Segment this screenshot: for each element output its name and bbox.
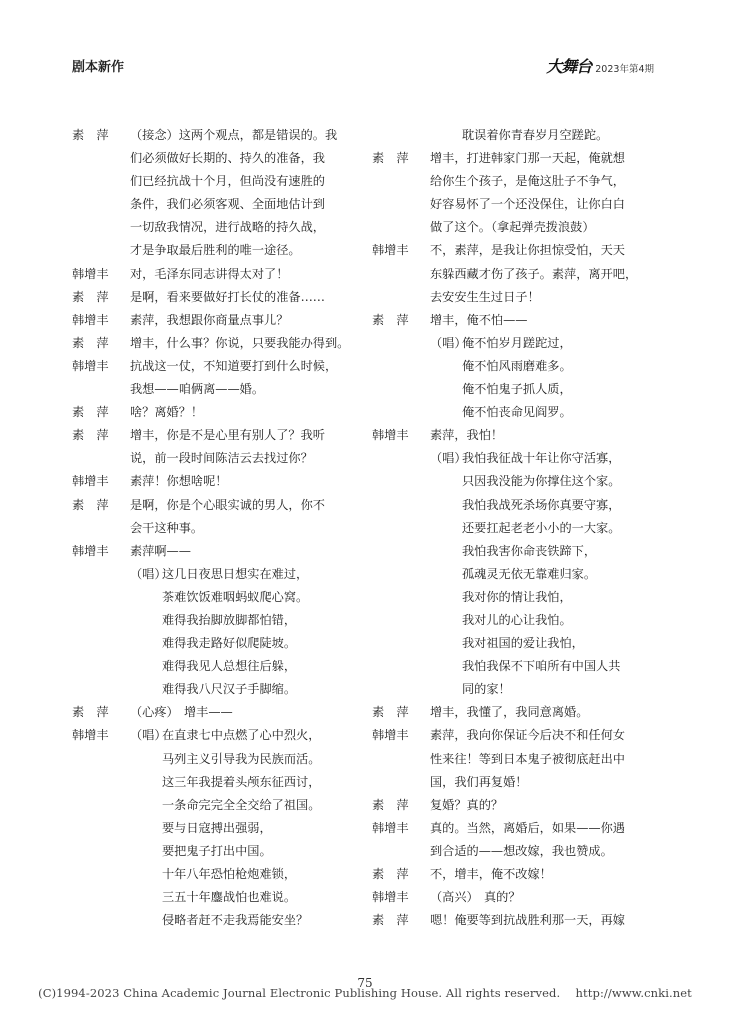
speaker-name: 素 萍 [72, 289, 109, 304]
speaker-name [72, 771, 130, 794]
dialogue-text: 啥？离婚？！ [130, 405, 204, 420]
line-text [130, 239, 364, 262]
speaker-name [372, 840, 430, 863]
line-text [130, 886, 364, 909]
dialogue-text: 只因我没能为你撑住这个家。 [462, 474, 621, 489]
speaker-name [372, 470, 430, 493]
script-line [72, 863, 364, 886]
dialogue-text: 我怕我保不下咱所有中国人共 [462, 659, 621, 674]
speaker-name [372, 678, 430, 701]
line-text [430, 678, 660, 701]
speaker-name [372, 494, 430, 517]
speaker-name: 素 萍 [72, 705, 109, 720]
script-line [72, 609, 364, 632]
script-line [72, 655, 364, 678]
line-text [130, 378, 364, 401]
dialogue-text: 十年八年恐怕枪炮难锁， [162, 867, 297, 881]
script-line [372, 286, 660, 309]
script-line [372, 655, 660, 678]
line-text [430, 447, 660, 470]
script-line [72, 124, 364, 147]
line-text [130, 586, 364, 609]
line-text [430, 286, 660, 309]
script-line [372, 609, 660, 632]
script-line [72, 447, 364, 470]
dialogue-text: 难得我见人总想往后躲， [162, 659, 297, 674]
speaker-name [372, 655, 430, 678]
speaker-name [72, 193, 130, 216]
line-text [130, 216, 364, 239]
script-line [72, 378, 364, 401]
dialogue-text: 俺不怕岁月蹉跎过， [462, 335, 572, 350]
speaker-name [372, 609, 430, 632]
script-line [72, 701, 364, 724]
speaker-name: 素 萍 [72, 497, 109, 512]
stage-direction: （唱） [430, 335, 467, 350]
script-line [72, 817, 364, 840]
speaker-name [72, 817, 130, 840]
dialogue-text: 们必须做好长期的、持久的准备，我 [130, 151, 325, 166]
line-text [130, 470, 364, 493]
speaker-name [372, 401, 430, 424]
dialogue-text: 素萍，我想跟你商量点事儿？ [130, 312, 289, 327]
speaker-name [372, 332, 430, 355]
line-text [130, 263, 364, 286]
line-text [130, 863, 364, 886]
script-line [372, 239, 660, 262]
script-line [72, 748, 364, 771]
dialogue-text: 真的？ [484, 890, 521, 905]
script-line [72, 263, 364, 286]
dialogue-text: 国，我们再复婚！ [430, 774, 528, 789]
dialogue-text: 要与日寇搏出强弱， [162, 820, 272, 835]
line-text [430, 863, 660, 886]
speaker-name: 素 萍 [372, 867, 409, 881]
line-text [130, 771, 364, 794]
section-title: 剧本新作 [72, 60, 125, 75]
dialogue-text: 增丰，我懂了，我同意离婚。 [430, 705, 589, 720]
script-line [72, 355, 364, 378]
stage-direction: （唱） [430, 451, 467, 466]
speaker-name [72, 216, 130, 239]
dialogue-text: （接念）这两个观点，都是错误的。我 [130, 128, 338, 142]
speaker-name [72, 378, 130, 401]
speaker-name [72, 678, 130, 701]
script-line [72, 332, 364, 355]
line-text [130, 332, 364, 355]
script-line [372, 401, 660, 424]
line-text [430, 494, 660, 517]
issue-label: 2023年第4期 [595, 64, 654, 75]
speaker-name: 韩增丰 [72, 728, 109, 743]
script-line [72, 632, 364, 655]
dialogue-text: 去安安生生过日子！ [430, 289, 540, 304]
line-text [130, 724, 364, 747]
dialogue-text: 增丰，你是不是心里有别人了？我听 [130, 428, 325, 443]
script-line [372, 540, 660, 563]
script-line [372, 886, 660, 909]
journal-logo: 大舞台 [546, 57, 592, 76]
script-line [72, 401, 364, 424]
line-text [430, 355, 660, 378]
line-text [130, 840, 364, 863]
line-text [430, 170, 660, 193]
speaker-name [72, 517, 130, 540]
dialogue-text: 增丰，俺不怕—— [430, 312, 528, 327]
line-text [430, 540, 660, 563]
speaker-name [372, 124, 430, 147]
line-text [430, 263, 660, 286]
line-text [430, 216, 660, 239]
speaker-name [372, 355, 430, 378]
line-text [130, 678, 364, 701]
dialogue-text: 给你生个孩子，是俺这肚子不争气， [430, 174, 625, 189]
script-line [72, 470, 364, 493]
script-line [72, 586, 364, 609]
script-line [372, 494, 660, 517]
speaker-name: 韩增丰 [372, 820, 409, 835]
line-text [430, 586, 660, 609]
line-text [430, 309, 660, 332]
line-text [430, 332, 660, 355]
speaker-name [72, 794, 130, 817]
speaker-name [372, 193, 430, 216]
dialogue-text: 我怕我害你命丧铁蹄下， [462, 543, 597, 558]
script-line [372, 863, 660, 886]
line-text [430, 124, 660, 147]
script-line [72, 424, 364, 447]
line-text [130, 748, 364, 771]
dialogue-text: 对，毛泽东同志讲得太对了！ [130, 266, 289, 281]
script-line [72, 147, 364, 170]
script-line [372, 771, 660, 794]
line-text [130, 655, 364, 678]
dialogue-text: 增丰，什么事？你说，只要我能办得到。 [130, 335, 350, 350]
speaker-name [72, 586, 130, 609]
speaker-name: 素 萍 [372, 705, 409, 720]
script-line [372, 817, 660, 840]
dialogue-text: 同的家！ [462, 682, 511, 697]
dialogue-text: 嗯！俺要等到抗战胜利那一天，再嫁 [430, 913, 625, 928]
dialogue-text: 素萍，我怕！ [430, 428, 504, 443]
speaker-name: 韩增丰 [72, 358, 109, 373]
speaker-name [372, 540, 430, 563]
speaker-name [372, 748, 430, 771]
speaker-name [72, 447, 130, 470]
script-line [372, 701, 660, 724]
line-text [130, 124, 364, 147]
script-line [372, 470, 660, 493]
speaker-name [72, 886, 130, 909]
dialogue-text: 不，素萍，是我让你担惊受怕，天天 [430, 243, 625, 258]
speaker-name [372, 771, 430, 794]
dialogue-text: 做了这个。（拿起弹壳拨浪鼓） [430, 220, 595, 235]
script-line [72, 286, 364, 309]
speaker-name [72, 239, 130, 262]
line-text [130, 286, 364, 309]
journal-header [546, 54, 654, 77]
dialogue-text: 是啊，你是个心眼实诚的男人，你不 [130, 497, 325, 512]
dialogue-text: 我对你的情让我怕， [462, 589, 572, 604]
dialogue-text: 这三年我提着头颅东征西讨， [162, 774, 321, 789]
line-text [130, 401, 364, 424]
speaker-name [72, 863, 130, 886]
speaker-name [72, 840, 130, 863]
line-text [130, 424, 364, 447]
script-line [372, 909, 660, 932]
line-text [130, 540, 364, 563]
speaker-name: 韩增丰 [372, 890, 409, 905]
script-line [372, 724, 660, 747]
line-text [430, 724, 660, 747]
speaker-name: 韩增丰 [372, 243, 409, 258]
copyright-footer: (C)1994-2023 China Academic Journal Electronic Publishing House. All rights reserved. http://www.cnki.net [38, 986, 692, 1000]
script-line [372, 678, 660, 701]
dialogue-text: 性来往！等到日本鬼子被彻底赶出中 [430, 751, 625, 766]
script-line [72, 517, 364, 540]
dialogue-text: 难得我八尺汉子手脚缩。 [162, 682, 297, 697]
script-line [72, 540, 364, 563]
dialogue-text: 说，前一段时间陈洁云去找过你？ [130, 451, 313, 466]
line-text [430, 886, 660, 909]
script-line [372, 124, 660, 147]
script-line [372, 794, 660, 817]
dialogue-text: 还要扛起老老小小的一大家。 [462, 520, 621, 535]
line-text [130, 609, 364, 632]
stage-direction: （唱） [130, 728, 167, 743]
speaker-name [72, 655, 130, 678]
line-text [430, 147, 660, 170]
line-text [430, 748, 660, 771]
speaker-name [72, 609, 130, 632]
speaker-name [372, 286, 430, 309]
script-line [372, 309, 660, 332]
speaker-name: 韩增丰 [72, 266, 109, 281]
dialogue-text: 到合适的——想改嫁，我也赞成。 [430, 843, 613, 858]
speaker-name [72, 632, 130, 655]
script-line [372, 517, 660, 540]
dialogue-text: 孤魂灵无依无靠难归家。 [462, 566, 597, 581]
speaker-name [72, 147, 130, 170]
line-text [430, 771, 660, 794]
dialogue-text: 才是争取最后胜利的唯一途径。 [130, 243, 301, 258]
script-line [72, 170, 364, 193]
script-line [372, 563, 660, 586]
dialogue-text: 难得我走路好似爬陡坡。 [162, 636, 297, 651]
line-text [430, 193, 660, 216]
dialogue-text: 素萍啊—— [130, 543, 191, 558]
script-line [372, 378, 660, 401]
dialogue-text: 我怕我征战十年让你守活寡， [462, 451, 621, 466]
speaker-name [372, 447, 430, 470]
dialogue-text: 三五十年鏖战怕也难说。 [162, 890, 297, 905]
script-line [372, 424, 660, 447]
line-text [130, 309, 364, 332]
line-text [430, 239, 660, 262]
dialogue-text: 侵略者赶不走我焉能安坐？ [162, 913, 309, 928]
script-line [372, 216, 660, 239]
line-text [430, 701, 660, 724]
line-text [130, 447, 364, 470]
stage-direction: （高兴） [430, 890, 479, 905]
dialogue-text: 一切敌我情况，进行战略的持久战， [130, 220, 325, 235]
line-text [130, 794, 364, 817]
stage-direction: （心疼） [130, 705, 179, 720]
speaker-name: 韩增丰 [372, 728, 409, 743]
dialogue-text: 条件，我们必须客观、全面地估计到 [130, 197, 325, 212]
speaker-name: 韩增丰 [72, 543, 109, 558]
dialogue-text: 难得我抬脚放脚都怕错， [162, 612, 297, 627]
script-line [372, 586, 660, 609]
dialogue-text: 抗战这一仗，不知道要打到什么时候， [130, 358, 338, 373]
dialogue-text: 东躲西藏才伤了孩子。素萍，离开吧， [430, 266, 638, 281]
line-text [430, 401, 660, 424]
script-line [372, 748, 660, 771]
speaker-name: 素 萍 [72, 428, 109, 443]
script-line [72, 909, 364, 932]
dialogue-text: 真的。当然，离婚后，如果——你遇 [430, 820, 625, 835]
line-text [430, 840, 660, 863]
speaker-name [372, 586, 430, 609]
speaker-name [372, 517, 430, 540]
script-line [372, 147, 660, 170]
line-text [130, 147, 364, 170]
speaker-name [72, 170, 130, 193]
dialogue-text: 会干这种事。 [130, 520, 204, 535]
speaker-name [372, 216, 430, 239]
line-text [130, 563, 364, 586]
line-text [130, 355, 364, 378]
line-text [130, 632, 364, 655]
speaker-name: 韩增丰 [72, 312, 109, 327]
dialogue-text: 俺不怕风雨磨难多。 [462, 358, 572, 373]
dialogue-text: 增丰—— [184, 705, 233, 720]
script-line [72, 771, 364, 794]
script-line [372, 263, 660, 286]
line-text [430, 424, 660, 447]
line-text [130, 193, 364, 216]
dialogue-text: 耽误着你青春岁月空蹉跎。 [462, 128, 609, 142]
speaker-name [72, 748, 130, 771]
dialogue-text: 我对祖国的爱让我怕， [462, 636, 584, 651]
script-line [372, 355, 660, 378]
speaker-name: 素 萍 [372, 312, 409, 327]
dialogue-text: 好容易怀了一个还没保住，让你白白 [430, 197, 625, 212]
dialogue-text: 复婚？真的？ [430, 797, 504, 812]
dialogue-text: 茶难饮饭难咽蚂蚁爬心窝。 [162, 589, 309, 604]
dialogue-text: 要把鬼子打出中国。 [162, 843, 272, 858]
script-line [72, 563, 364, 586]
speaker-name [372, 263, 430, 286]
dialogue-text: 俺不怕丧命见阎罗。 [462, 405, 572, 420]
dialogue-text: 俺不怕鬼子抓人质， [462, 382, 572, 397]
line-text [430, 909, 660, 932]
stage-direction: （唱） [130, 566, 167, 581]
line-text [130, 517, 364, 540]
speaker-name: 素 萍 [372, 151, 409, 166]
speaker-name [372, 170, 430, 193]
script-line [372, 332, 660, 355]
script-line [72, 239, 364, 262]
speaker-name: 韩增丰 [72, 474, 109, 489]
page-number: 75 [357, 976, 373, 990]
line-text [430, 655, 660, 678]
dialogue-text: 我想——咱俩离——婚。 [130, 382, 265, 397]
script-line [72, 724, 364, 747]
script-line [72, 840, 364, 863]
script-line [372, 193, 660, 216]
line-text [130, 701, 364, 724]
script-line [72, 494, 364, 517]
speaker-name: 韩增丰 [372, 428, 409, 443]
line-text [130, 170, 364, 193]
speaker-name: 素 萍 [72, 128, 109, 142]
speaker-name [72, 909, 130, 932]
script-line [372, 632, 660, 655]
dialogue-text: 增丰，打进韩家门那一天起，俺就想 [430, 151, 625, 166]
dialogue-text: 我怕我战死杀场你真要守寡， [462, 497, 621, 512]
line-text [130, 494, 364, 517]
line-text [430, 794, 660, 817]
speaker-name [72, 563, 130, 586]
script-line [372, 447, 660, 470]
line-text [430, 632, 660, 655]
dialogue-text: 们已经抗战十个月，但尚没有速胜的 [130, 174, 325, 189]
line-text [430, 378, 660, 401]
dialogue-text: 马列主义引导我为民族而活。 [162, 751, 321, 766]
left-column [72, 124, 364, 932]
right-column [372, 124, 660, 932]
dialogue-text: 素萍，我向你保证今后决不和任何女 [430, 728, 625, 743]
dialogue-text: 一条命完完全全交给了祖国。 [162, 797, 321, 812]
script-line [72, 794, 364, 817]
dialogue-text: 素萍！你想啥呢！ [130, 474, 228, 489]
line-text [430, 470, 660, 493]
line-text [430, 517, 660, 540]
script-line [72, 193, 364, 216]
line-text [430, 817, 660, 840]
speaker-name [372, 563, 430, 586]
speaker-name: 素 萍 [72, 405, 109, 420]
script-line [372, 170, 660, 193]
line-text [130, 817, 364, 840]
script-line [72, 309, 364, 332]
speaker-name: 素 萍 [372, 797, 409, 812]
speaker-name [372, 378, 430, 401]
speaker-name [372, 632, 430, 655]
dialogue-text: 是啊，看来要做好打长仗的准备…… [130, 289, 325, 304]
script-line [72, 886, 364, 909]
line-text [430, 563, 660, 586]
script-line [72, 216, 364, 239]
dialogue-text: 在直隶七中点燃了心中烈火， [162, 728, 321, 743]
speaker-name: 素 萍 [72, 335, 109, 350]
dialogue-text: 我对儿的心让我怕。 [462, 612, 572, 627]
dialogue-text: 不，增丰，俺不改嫁！ [430, 867, 552, 881]
line-text [430, 609, 660, 632]
script-line [372, 840, 660, 863]
line-text [130, 909, 364, 932]
script-line [72, 678, 364, 701]
speaker-name: 素 萍 [372, 913, 409, 928]
dialogue-text: 这几日夜思日想实在难过， [162, 566, 309, 581]
